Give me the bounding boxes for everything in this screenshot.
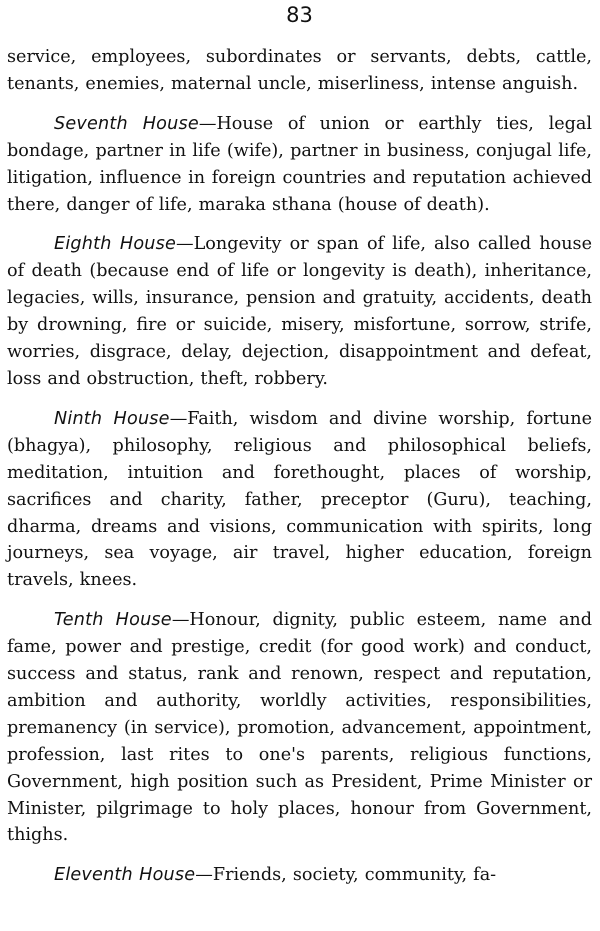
paragraph-text: —Friends, society, community, fa-: [195, 865, 497, 886]
paragraph-sixth-house-continued: [7, 44, 592, 98]
section-heading: Tenth House: [54, 610, 172, 631]
paragraph-eleventh-house: [7, 862, 592, 889]
paragraph-text: service, employees, subordinates or servants, debts, cattle, tenants, enemies, maternal uncle, miserliness, intense anguish.: [7, 47, 592, 94]
paragraph-tenth-house: [7, 607, 592, 849]
paragraph-text: —Faith, wisdom and divine worship, fortune (bhagya), philosophy, religious and philosophical beliefs, meditation, intuition and forethought, places of worship, sacrifices and charity, father, preceptor (Guru), teaching, dharma, dreams and visions, communication with spirits, long journeys, sea voyage, air travel, higher education, foreign travels, knees.: [7, 408, 592, 591]
paragraph-text: —House of union or earthly ties, legal bondage, partner in life (wife), partner in business, conjugal life, litigation, influence in foreign countries and reputation achieved there, danger of life, maraka sthana (house of death).: [7, 113, 592, 215]
section-heading: Eleventh House: [54, 865, 196, 886]
paragraph-eighth-house: [7, 231, 592, 392]
paragraph-seventh-house: [7, 111, 592, 219]
paragraph-text: —Honour, dignity, public esteem, name and fame, power and prestige, credit (for good work) and conduct, success and status, rank and renown, respect and reputation, ambition and authority, worldly activities, responsibilities, premanency (in service), promotion, advancement, appointment, profession, last rites to one's parents, religious functions, Government, high position such as President, Prime Minister or Minister, pilgrimage to holy places, honour from Government, thighs.: [7, 610, 592, 846]
section-heading: Eighth House: [54, 234, 177, 255]
section-heading: Ninth House: [54, 408, 170, 429]
paragraph-text: —Longevity or span of life, also called house of death (because end of life or longevity is death), inheritance, legacies, wills, insurance, pension and gratuity, accidents, death by drowning, fire or suicide, misery, misfortune, sorrow, strife, worries, disgrace, delay, dejection, disappointment and defeat, loss and obstruction, theft, robbery.: [7, 234, 592, 389]
paragraph-ninth-house: [7, 406, 592, 594]
section-heading: Seventh House: [54, 113, 199, 134]
page-number: 83: [286, 3, 313, 27]
